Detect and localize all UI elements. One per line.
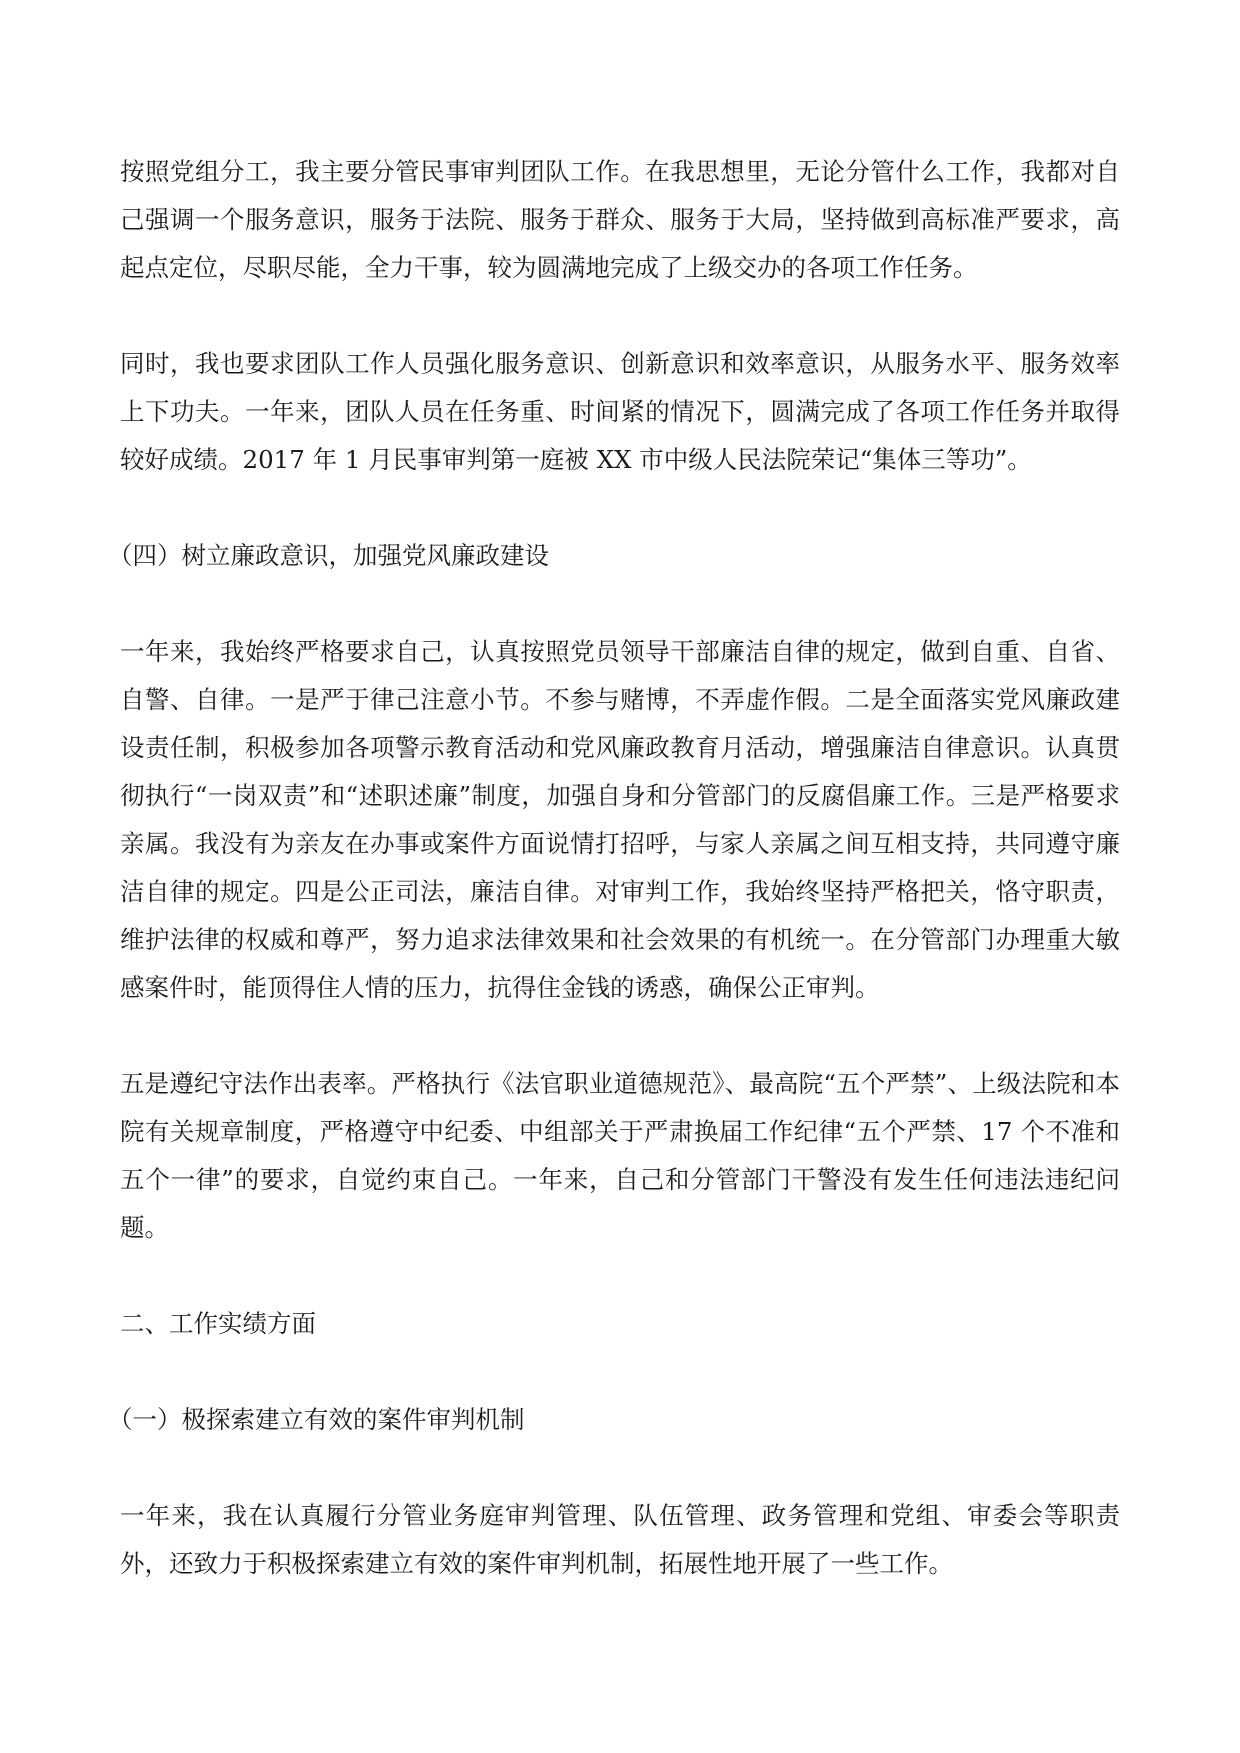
paragraph-trial-mechanism: 一年来，我在认真履行分管业务庭审判管理、队伍管理、政务管理和党组、审委会等职责外，还致力于积极探索建立有效的案件审判机制，拓展性地开展了一些工作。 bbox=[120, 1501, 1120, 1578]
heading-trial-mechanism: （一）极探索建立有效的案件审判机制 bbox=[108, 1405, 525, 1434]
heading-integrity-awareness: （四）树立廉政意识，加强党风廉政建设 bbox=[108, 541, 549, 570]
paragraph-team-awareness: 同时，我也要求团队工作人员强化服务意识、创新意识和效率意识，从服务水平、服务效率上下功夫。一年来，团队人员在任务重、时间紧的情况下，圆满完成了各项工作任务并取得较好成绩。2017 年 1 月民事审判第一庭被 XX 市中级人民法院荣记“集体三等功”。 bbox=[120, 349, 1120, 474]
paragraph-law-abiding: 五是遵纪守法作出表率。严格执行《法官职业道德规范》、最高院“五个严禁”、上级法院和本院有关规章制度，严格遵守中纪委、中组部关于严肃换届工作纪律“五个严禁、17 个不准和五个一律”的要求，自觉约束自己。一年来，自己和分管部门干警没有发生任何违法违纪问题。 bbox=[120, 1069, 1120, 1242]
heading-work-performance: 二、工作实绩方面 bbox=[120, 1309, 316, 1338]
paragraph-self-discipline: 一年来，我始终严格要求自己，认真按照党员领导干部廉洁自律的规定，做到自重、自省、自警、自律。一是严于律己注意小节。不参与赌博，不弄虚作假。二是全面落实党风廉政建设责任制，积极参加各项警示教育活动和党风廉政教育月活动，增强廉洁自律意识。认真贯彻执行“一岗双责”和“述职述廉”制度，加强自身和分管部门的反腐倡廉工作。三是严格要求亲属。我没有为亲友在办事或案件方面说情打招呼，与家人亲属之间互相支持，共同遵守廉洁自律的规定。四是公正司法，廉洁自律。对审判工作，我始终坚持严格把关，恪守职责，维护法律的权威和尊严，努力追求法律效果和社会效果的有机统一。在分管部门办理重大敏感案件时，能顶得住人情的压力，抗得住金钱的诱惑，确保公正审判。 bbox=[120, 637, 1120, 1002]
paragraph-service-awareness: 按照党组分工，我主要分管民事审判团队工作。在我思想里，无论分管什么工作，我都对自己强调一个服务意识，服务于法院、服务于群众、服务于大局，坚持做到高标准严要求，高起点定位，尽职尽能，全力干事，较为圆满地完成了上级交办的各项工作任务。 bbox=[120, 157, 1120, 282]
document-page bbox=[108, 148, 1120, 1636]
